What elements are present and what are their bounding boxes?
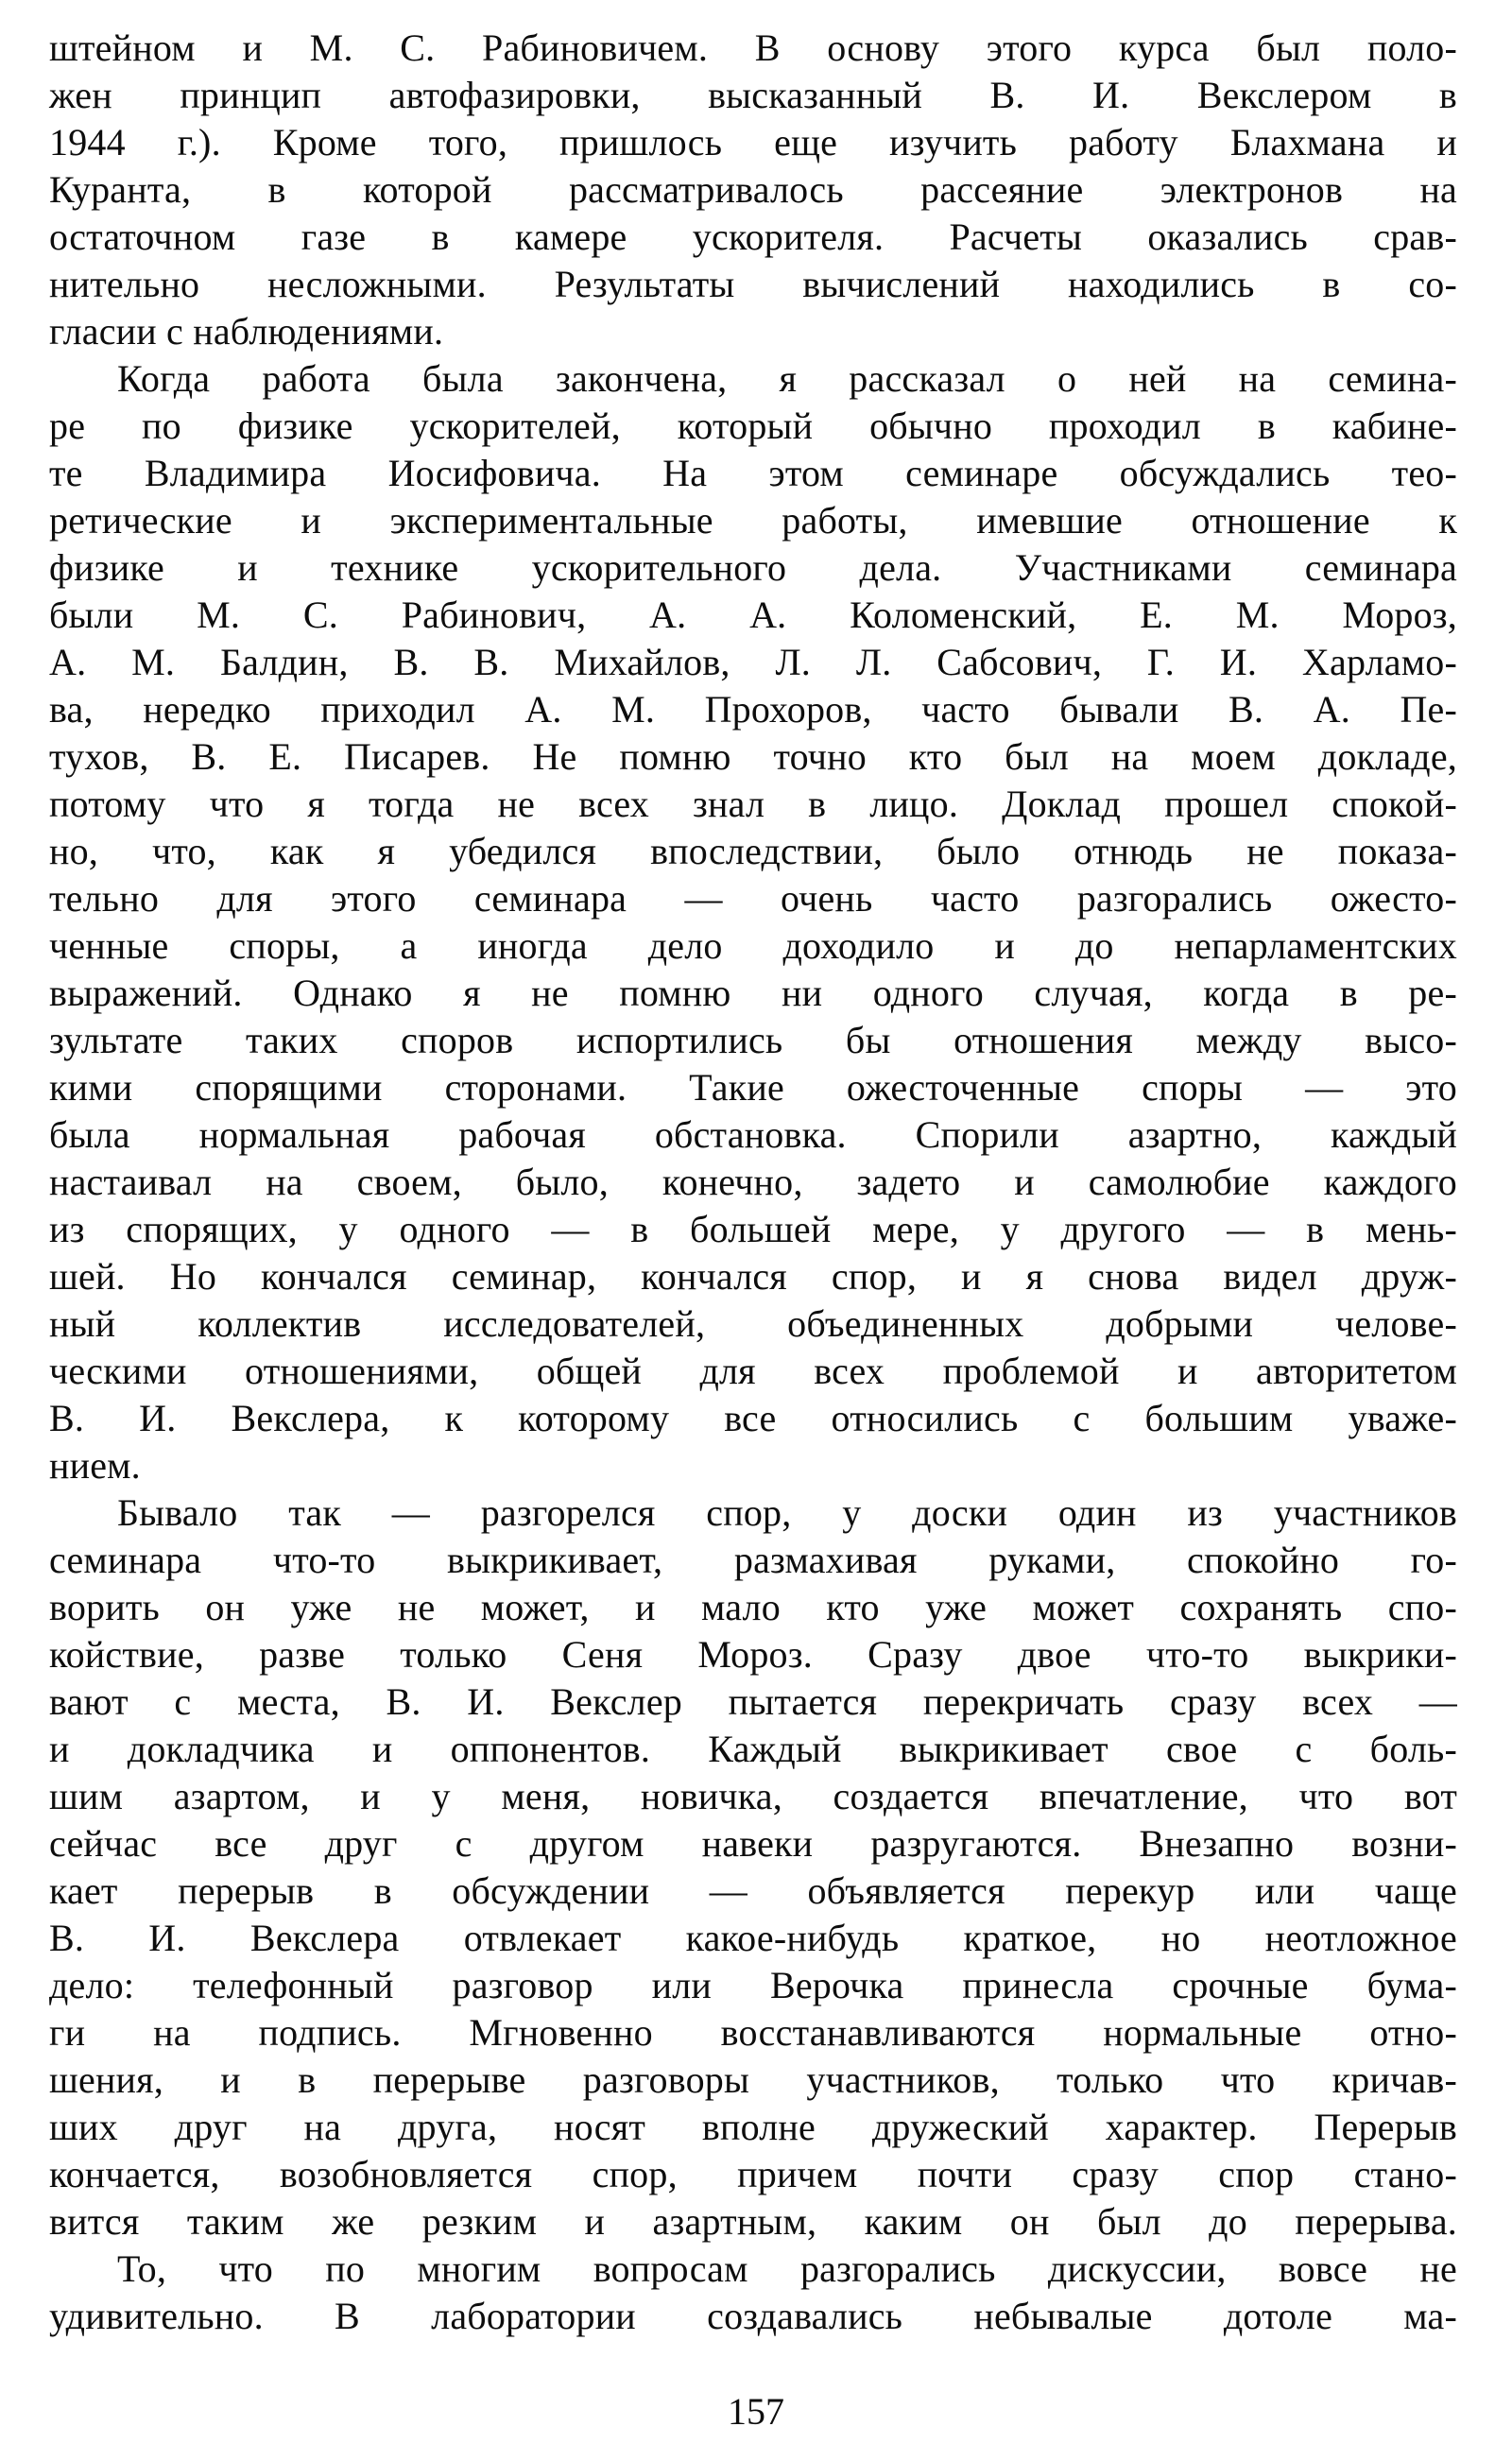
text-line: ре по физике ускорителей, который обычно проходил в кабине- xyxy=(49,404,1457,447)
text-line: кими спорящими сторонами. Такие ожесточенные споры — это xyxy=(49,1066,1457,1109)
text-line: 1944 г.). Кроме того, пришлось еще изучить работу Блахмана и xyxy=(49,121,1457,163)
text-line: были М. С. Рабинович, А. А. Коломенский, Е. М. Мороз, xyxy=(49,594,1457,636)
text-line: В. И. Векслера отвлекает какое-нибудь краткое, но неотложное xyxy=(49,1917,1457,1959)
text-line: нительно несложными. Результаты вычислений находились в со- xyxy=(49,263,1457,305)
text-line: потому что я тогда не всех знал в лицо. Доклад прошел спокой- xyxy=(49,783,1457,825)
text-line: ворить он уже не может, и мало кто уже может сохранять спо- xyxy=(49,1586,1457,1628)
text-line: Когда работа была закончена, я рассказал о ней на семина- xyxy=(117,357,1457,400)
text-line: тухов, В. Е. Писарев. Не помню точно кто был на моем докладе, xyxy=(49,735,1457,778)
text-line: настаивал на своем, было, конечно, задето и самолюбие каждого xyxy=(49,1161,1457,1203)
text-line: зультате таких споров испортились бы отношения между высо- xyxy=(49,1019,1457,1061)
text-line: шим азартом, и у меня, новичка, создается впечатление, что вот xyxy=(49,1775,1457,1817)
text-line: дело: телефонный разговор или Верочка принесла срочные бума- xyxy=(49,1964,1457,2006)
text-line: шей. Но кончался семинар, кончался спор, и я снова видел друж- xyxy=(49,1255,1457,1298)
text-line: из спорящих, у одного — в большей мере, у другого — в мень- xyxy=(49,1208,1457,1250)
text-line: физике и технике ускорительного дела. Участниками семинара xyxy=(49,546,1457,589)
text-line: В. И. Векслера, к которому все относились с большим уваже- xyxy=(49,1397,1457,1439)
text-line: ва, нередко приходил А. М. Прохоров, часто бывали В. А. Пе- xyxy=(49,688,1457,731)
text-line: гласии с наблюдениями. xyxy=(49,310,444,353)
text-line: ческими отношениями, общей для всех проблемой и авторитетом xyxy=(49,1350,1457,1392)
text-line: но, что, как я убедился впоследствии, было отнюдь не показа- xyxy=(49,830,1457,872)
text-line: шения, и в перерыве разговоры участников, только что кричав- xyxy=(49,2058,1457,2101)
text-line: кает перерыв в обсуждении — объявляется перекур или чаще xyxy=(49,1869,1457,1912)
text-line: То, что по многим вопросам разгорались дискуссии, вовсе не xyxy=(117,2247,1457,2290)
text-line: ретические и экспериментальные работы, имевшие отношение к xyxy=(49,499,1457,542)
text-line: ги на подпись. Мгновенно восстанавливаются нормальные отно- xyxy=(49,2011,1457,2054)
text-line: ших друг на друга, носят вполне дружеский характер. Перерыв xyxy=(49,2106,1457,2148)
text-block xyxy=(49,25,1457,2340)
text-line: Куранта, в которой рассматривалось рассеяние электронов на xyxy=(49,168,1457,211)
text-line: Бывало так — разгорелся спор, у доски один из участников xyxy=(117,1491,1457,1534)
text-line: нием. xyxy=(49,1444,141,1487)
text-line: А. М. Балдин, В. В. Михайлов, Л. Л. Сабсович, Г. И. Харламо- xyxy=(49,641,1457,683)
text-line: и докладчика и оппонентов. Каждый выкрикивает свое с боль- xyxy=(49,1728,1457,1770)
text-line: остаточном газе в камере ускорителя. Расчеты оказались срав- xyxy=(49,215,1457,258)
text-line: была нормальная рабочая обстановка. Спорили азартно, каждый xyxy=(49,1113,1457,1156)
text-line: семинара что-то выкрикивает, размахивая руками, спокойно го- xyxy=(49,1539,1457,1581)
text-line: выражений. Однако я не помню ни одного случая, когда в ре- xyxy=(49,972,1457,1014)
text-line: тельно для этого семинара — очень часто разгорались ожесто- xyxy=(49,877,1457,920)
text-line: ный коллектив исследователей, объединенных добрыми челове- xyxy=(49,1302,1457,1345)
text-line: вают с места, В. И. Векслер пытается перекричать сразу всех — xyxy=(49,1680,1457,1723)
text-line: ченные споры, а иногда дело доходило и до непарламентских xyxy=(49,924,1457,967)
text-line: те Владимира Иосифовича. На этом семинаре обсуждались тео- xyxy=(49,452,1457,494)
page-number: 157 xyxy=(728,2390,784,2433)
text-line: удивительно. В лаборатории создавались небывалые дотоле ма- xyxy=(49,2295,1457,2337)
text-line: койствие, разве только Сеня Мороз. Сразу двое что-то выкрики- xyxy=(49,1633,1457,1676)
text-line: штейном и М. С. Рабиновичем. В основу этого курса был поло- xyxy=(49,26,1457,69)
text-line: кончается, возобновляется спор, причем почти сразу спор стано- xyxy=(49,2153,1457,2195)
text-line: жен принцип автофазировки, высказанный В. И. Векслером в xyxy=(49,74,1457,116)
text-line: вится таким же резким и азартным, каким он был до перерыва. xyxy=(49,2200,1457,2243)
text-line: сейчас все друг с другом навеки разругаются. Внезапно возни- xyxy=(49,1822,1457,1865)
